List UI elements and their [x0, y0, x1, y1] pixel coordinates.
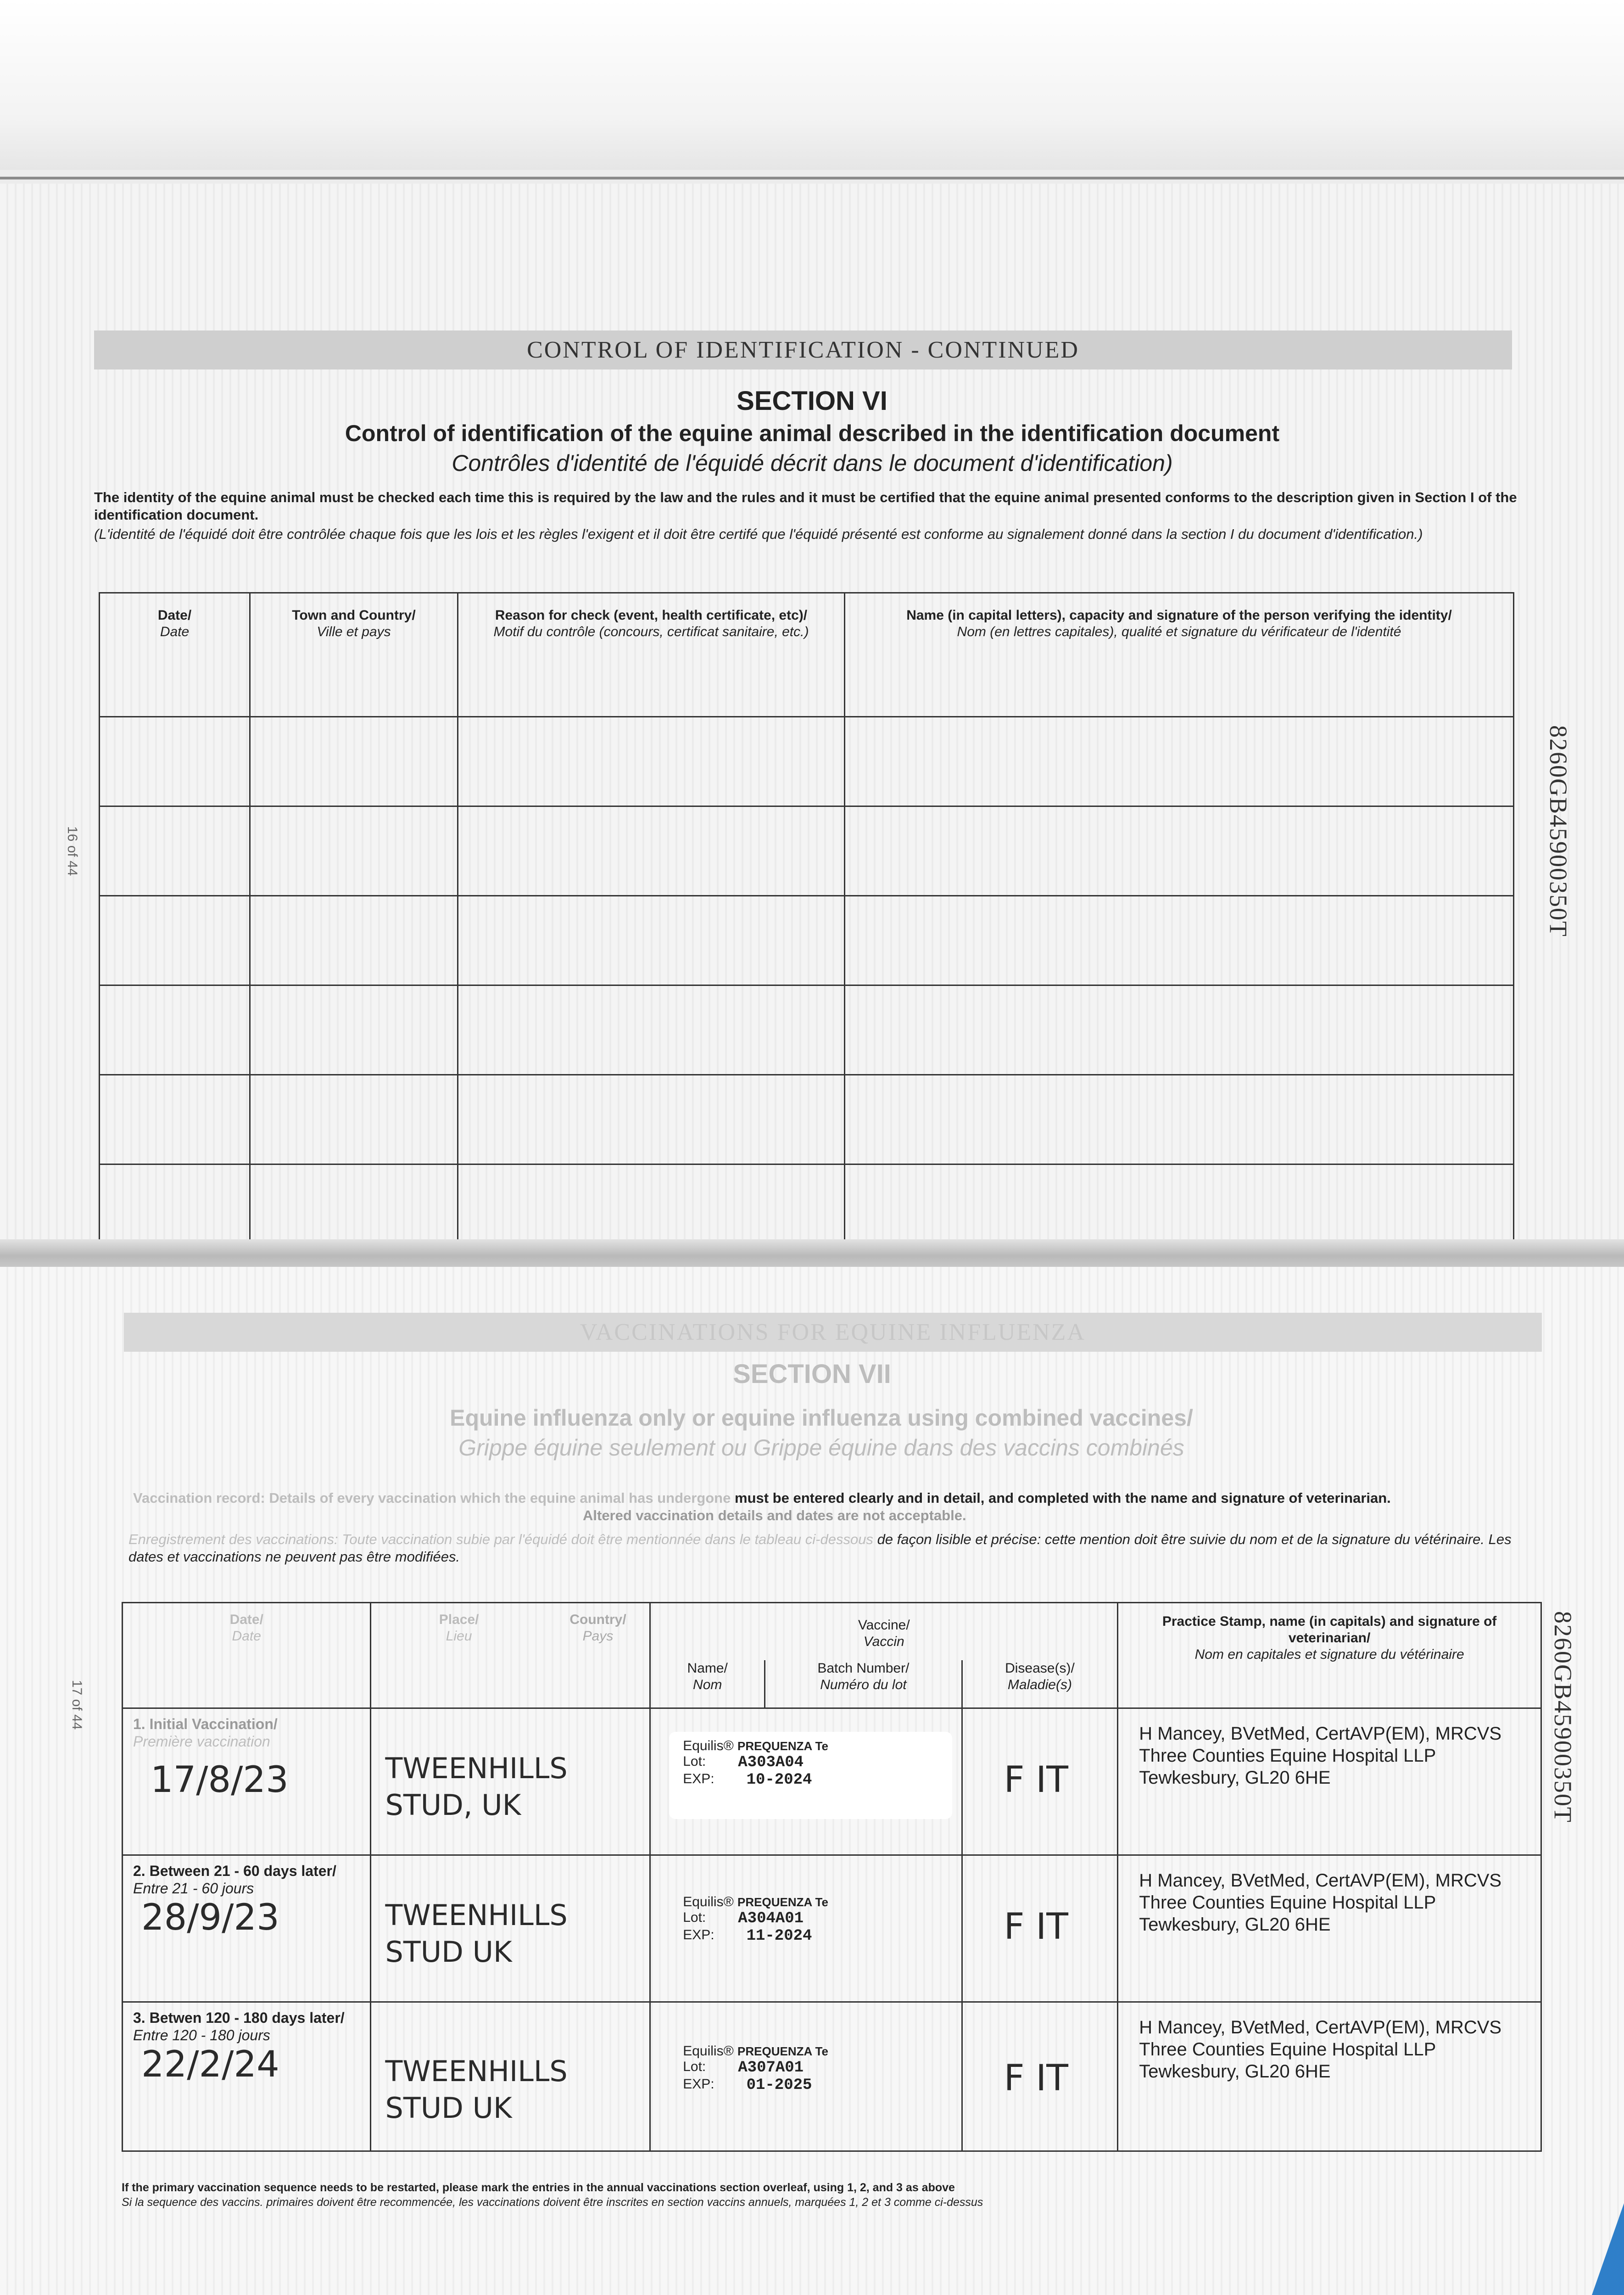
row3-country: UK — [472, 2091, 512, 2125]
vaccination-table — [122, 1602, 1542, 2152]
cell[interactable] — [250, 985, 458, 1075]
vaccine-sticker — [669, 2037, 952, 2124]
row3-date: 22/2/24 — [141, 2044, 279, 2085]
row3-place — [371, 2003, 649, 2127]
table-row[interactable] — [100, 896, 1514, 985]
page17-intro-en-main: must be entered clearly and in detail, and completed with the name and signature of veterinarian. — [735, 1490, 1391, 1506]
page17-side-id: 8260GB45900350T — [1549, 1611, 1577, 1823]
col-verifier-fr: Nom (en lettres capitales), qualité et signature du vérificateur de l'identité — [957, 624, 1401, 639]
vac-stamp-cell[interactable] — [1118, 1855, 1541, 2002]
sticker-brand-name: Equilis® — [683, 2043, 734, 2059]
sticker-product: PREQUENZA Te — [737, 1739, 828, 1753]
row1-lot: A303A04 — [738, 1754, 804, 1771]
vac-col-disease-en: Disease(s)/ — [1005, 1660, 1075, 1676]
vac-col-date — [123, 1603, 371, 1708]
page17-intro-fr-main: de façon lisible et précise: cette mention doit être suivie du nom et de la signature du vétérinaire. Les dates et vaccinations ne peuvent pas être modifiées. — [128, 1531, 1512, 1565]
page-corner-tab — [1592, 2203, 1624, 2295]
col-reason-fr: Motif du contrôle (concours, certificat sanitaire, etc.) — [493, 624, 809, 639]
cell[interactable] — [250, 1075, 458, 1164]
row3-place-name: TWEENHILLS — [385, 2054, 568, 2088]
col-town — [250, 593, 458, 717]
vac-disease-cell[interactable] — [962, 1855, 1118, 2002]
table-row[interactable] — [100, 806, 1514, 896]
page16-heading-en: Control of identification of the equine animal described in the identification document — [345, 420, 1280, 446]
row3-stamp-address: Tewkesbury, GL20 6HE — [1139, 2061, 1331, 2082]
sticker-lot-label: Lot: — [683, 2059, 706, 2074]
cell[interactable] — [100, 806, 250, 896]
cell[interactable] — [845, 717, 1514, 806]
vac-place-cell[interactable] — [371, 1855, 650, 2002]
page17-intro-fr — [128, 1531, 1546, 1566]
page17-intro-en-faded: Vaccination record: Details of every vaccination which the equine animal has undergone — [133, 1490, 731, 1506]
page16-heading-fr: Contrôles d'identité de l'équidé décrit dans le document d'identification) — [452, 450, 1173, 476]
sticker-brand-name: Equilis® — [683, 1894, 734, 1909]
footnote-en: If the primary vaccination sequence needs to be restarted, please mark the entries in the annual vaccinations section overleaf, using 1, 2, and 3 as above — [122, 2181, 955, 2194]
row3-stamp-name: H Mancey, BVetMed, CertAVP(EM), MRCVS — [1139, 2017, 1502, 2038]
row1-place — [371, 1709, 649, 1824]
table-row[interactable] — [123, 1855, 1541, 2002]
vac-label-cell[interactable] — [650, 1855, 962, 2002]
col-date — [100, 593, 250, 717]
vac-header-row-1 — [123, 1603, 1541, 1660]
table-row[interactable] — [123, 1708, 1541, 1855]
vac-col-name-fr: Nom — [693, 1677, 722, 1692]
vet-stamp — [1118, 1856, 1540, 1936]
row2-exp: 11-2024 — [746, 1927, 812, 1945]
vac-col-place-fr: Lieu — [446, 1629, 472, 1644]
row2-stamp-practice: Three Counties Equine Hospital LLP — [1139, 1892, 1436, 1913]
sticker-exp — [683, 2077, 938, 2094]
cell[interactable] — [458, 806, 845, 896]
row3-label-en: 3. Betwen 120 - 180 days later/ — [133, 2010, 345, 2026]
vac-col-date-fr: Date — [232, 1629, 261, 1644]
vac-date-cell[interactable] — [123, 1855, 371, 2002]
sticker-product: PREQUENZA Te — [737, 1895, 828, 1909]
vac-col-stamp — [1118, 1603, 1541, 1708]
row3-label-fr: Entre 120 - 180 jours — [133, 2027, 270, 2043]
identity-check-header-row — [100, 593, 1514, 717]
page16-intro-fr: (L'identité de l'équidé doit être contrôlée chaque fois que les lois et les règles l'exigent et il doit être certifé que l'équidé présenté est conforme au signalement donné dans la section I du document d'identification.) — [94, 526, 1423, 542]
row2-lot: A304A01 — [738, 1910, 804, 1927]
vac-col-country-fr: Pays — [582, 1629, 614, 1644]
vac-col-place — [371, 1603, 547, 1708]
page17-banner: VACCINATIONS FOR EQUINE INFLUENZA — [124, 1313, 1542, 1352]
row1-place-line2: STUD, — [385, 1788, 473, 1822]
vac-row-label — [123, 1856, 370, 1897]
vac-col-batch-en: Batch Number/ — [817, 1660, 910, 1676]
vac-place-cell[interactable] — [371, 2002, 650, 2151]
cell[interactable] — [100, 1075, 250, 1164]
page16-section-title: SECTION VI — [737, 386, 887, 416]
cell[interactable] — [250, 717, 458, 806]
row1-place-name: TWEENHILLS — [385, 1752, 568, 1785]
cell[interactable] — [100, 717, 250, 806]
cell[interactable] — [845, 985, 1514, 1075]
vac-col-batch-fr: Numéro du lot — [820, 1677, 907, 1692]
page16-number: 16 of 44 — [65, 826, 80, 876]
vac-col-stamp-fr: Nom en capitales et signature du vétérinaire — [1194, 1647, 1464, 1662]
sticker-exp — [683, 1927, 938, 1945]
row2-place-name: TWEENHILLS — [385, 1898, 568, 1932]
row2-disease: F IT — [1004, 1906, 1068, 1948]
col-town-en: Town and Country/ — [292, 608, 416, 623]
sticker-brand-name: Equilis® — [683, 1738, 734, 1753]
cell[interactable] — [458, 896, 845, 985]
cell[interactable] — [100, 985, 250, 1075]
row1-disease: F IT — [1004, 1759, 1068, 1801]
cell[interactable] — [250, 896, 458, 985]
page17-heading-en: Equine influenza only or equine influenza using combined vaccines/ — [450, 1405, 1193, 1431]
vac-disease-cell[interactable] — [962, 1708, 1118, 1855]
col-verifier — [845, 593, 1514, 717]
table-row[interactable] — [100, 1075, 1514, 1164]
col-date-fr: Date — [160, 624, 190, 639]
identity-check-table — [99, 592, 1514, 1254]
vac-label-cell[interactable] — [650, 1708, 962, 1855]
col-verifier-en: Name (in capital letters), capacity and signature of the person verifying the identity/ — [906, 608, 1452, 623]
sticker-exp-label: EXP: — [683, 1771, 714, 1786]
cell[interactable] — [458, 717, 845, 806]
vac-col-date-en: Date/ — [229, 1612, 263, 1627]
sticker-brand — [683, 1738, 938, 1754]
row3-disease: F IT — [1004, 2058, 1068, 2099]
vac-col-vaccine-fr: Vaccin — [863, 1634, 904, 1649]
page16-banner: CONTROL OF IDENTIFICATION - CONTINUED — [94, 330, 1512, 369]
cell[interactable] — [100, 896, 250, 985]
vac-place-cell[interactable] — [371, 1708, 650, 1855]
row1-label-en: 1. Initial Vaccination/ — [133, 1716, 278, 1732]
vac-col-name-en: Name/ — [687, 1660, 728, 1676]
page16-side-id: 8260GB45900350T — [1545, 725, 1572, 937]
row2-stamp-name: H Mancey, BVetMed, CertAVP(EM), MRCVS — [1139, 1870, 1502, 1891]
vac-col-stamp-en: Practice Stamp, name (in capitals) and signature of veterinarian/ — [1162, 1614, 1497, 1646]
page17-intro-en — [133, 1489, 1546, 1524]
cell[interactable] — [458, 1075, 845, 1164]
row1-country: UK — [481, 1788, 521, 1822]
col-town-fr: Ville et pays — [317, 624, 391, 639]
vac-col-batch — [765, 1660, 962, 1708]
col-date-en: Date/ — [157, 608, 192, 623]
row2-stamp-address: Tewkesbury, GL20 6HE — [1139, 1914, 1331, 1935]
row2-date: 28/9/23 — [141, 1897, 279, 1938]
row3-place-line2: STUD — [385, 2091, 463, 2125]
row3-stamp-practice: Three Counties Equine Hospital LLP — [1139, 2039, 1436, 2060]
cell[interactable] — [845, 1075, 1514, 1164]
row3-exp: 01-2025 — [746, 2077, 812, 2094]
row2-country: UK — [472, 1935, 512, 1969]
vac-row-label — [123, 2003, 370, 2044]
vac-col-vaccine — [650, 1603, 1118, 1660]
vac-col-place-en: Place/ — [439, 1612, 479, 1627]
page17-intro-fr-faded: Enregistrement des vaccinations: Toute vaccination subie par l'équidé doit être mentionnée dans le tableau ci-dessous — [128, 1531, 873, 1547]
vac-date-cell[interactable] — [123, 2002, 371, 2151]
vaccine-sticker — [669, 1732, 952, 1819]
row1-date: 17/8/23 — [151, 1759, 289, 1801]
vac-stamp-cell[interactable] — [1118, 1708, 1541, 1855]
sticker-brand — [683, 2043, 938, 2059]
sticker-lot-label: Lot: — [683, 1910, 706, 1925]
cell[interactable] — [458, 985, 845, 1075]
sticker-lot — [683, 1910, 938, 1927]
vet-stamp — [1118, 1709, 1540, 1789]
vac-row-label — [123, 1709, 370, 1750]
table-row[interactable] — [100, 717, 1514, 806]
row2-label-fr: Entre 21 - 60 jours — [133, 1880, 254, 1897]
table-row[interactable] — [123, 2002, 1541, 2151]
sticker-exp-label: EXP: — [683, 1927, 714, 1942]
vet-stamp — [1118, 2003, 1540, 2082]
sticker-lot — [683, 1754, 938, 1771]
sticker-brand — [683, 1894, 938, 1910]
sticker-product: PREQUENZA Te — [737, 2044, 828, 2058]
page17-footnote — [122, 2180, 1544, 2210]
row1-label-fr: Première vaccination — [133, 1733, 270, 1750]
row2-place-line2: STUD — [385, 1935, 463, 1969]
col-reason — [458, 593, 845, 717]
cell[interactable] — [845, 896, 1514, 985]
vac-col-disease-fr: Maladie(s) — [1007, 1677, 1072, 1692]
sticker-lot-label: Lot: — [683, 1754, 706, 1769]
scanner-edge — [0, 0, 1624, 170]
sticker-lot — [683, 2059, 938, 2077]
page17-section-title: SECTION VII — [733, 1359, 891, 1389]
vac-label-cell[interactable] — [650, 2002, 962, 2151]
vac-col-country-en: Country/ — [569, 1612, 626, 1627]
vac-col-vaccine-en: Vaccine/ — [858, 1618, 910, 1633]
footnote-fr: Si la sequence des vaccins. primaires doivent être recommencée, les vaccinations doivent être inscrites en section vaccins annuels, marquées 1, 2 et 3 comme ci-dessus — [122, 2196, 983, 2209]
vaccine-sticker — [669, 1888, 952, 1975]
row1-exp: 10-2024 — [746, 1771, 812, 1789]
page17-intro-en2: Altered vaccination details and dates are not acceptable. — [583, 1507, 966, 1523]
vac-col-country — [547, 1603, 650, 1708]
vac-col-disease — [962, 1660, 1118, 1708]
cell[interactable] — [250, 806, 458, 896]
row1-stamp-practice: Three Counties Equine Hospital LLP — [1139, 1746, 1436, 1766]
sticker-exp-label: EXP: — [683, 2077, 714, 2092]
row1-stamp-name: H Mancey, BVetMed, CertAVP(EM), MRCVS — [1139, 1724, 1502, 1744]
row2-place — [371, 1856, 649, 1970]
row3-lot: A307A01 — [738, 2059, 804, 2077]
page17-heading-fr: Grippe équine seulement ou Grippe équine dans des vaccins combinés — [458, 1435, 1184, 1461]
page17-number: 17 of 44 — [69, 1680, 84, 1730]
scanner-rule — [0, 177, 1624, 179]
sticker-exp — [683, 1771, 938, 1789]
row2-label-en: 2. Between 21 - 60 days later/ — [133, 1863, 336, 1879]
vac-disease-cell[interactable] — [962, 2002, 1118, 2151]
table-row[interactable] — [100, 985, 1514, 1075]
cell[interactable] — [845, 806, 1514, 896]
vac-stamp-cell[interactable] — [1118, 2002, 1541, 2151]
vac-date-cell[interactable] — [123, 1708, 371, 1855]
row1-stamp-address: Tewkesbury, GL20 6HE — [1139, 1768, 1331, 1788]
vac-col-name — [650, 1660, 765, 1708]
col-reason-en: Reason for check (event, health certificate, etc)/ — [495, 608, 808, 623]
page16-intro-en: The identity of the equine animal must be checked each time this is required by the law and the rules and it must be certified that the equine animal presented conforms to the description given in Section I of the identification document. — [94, 489, 1517, 523]
